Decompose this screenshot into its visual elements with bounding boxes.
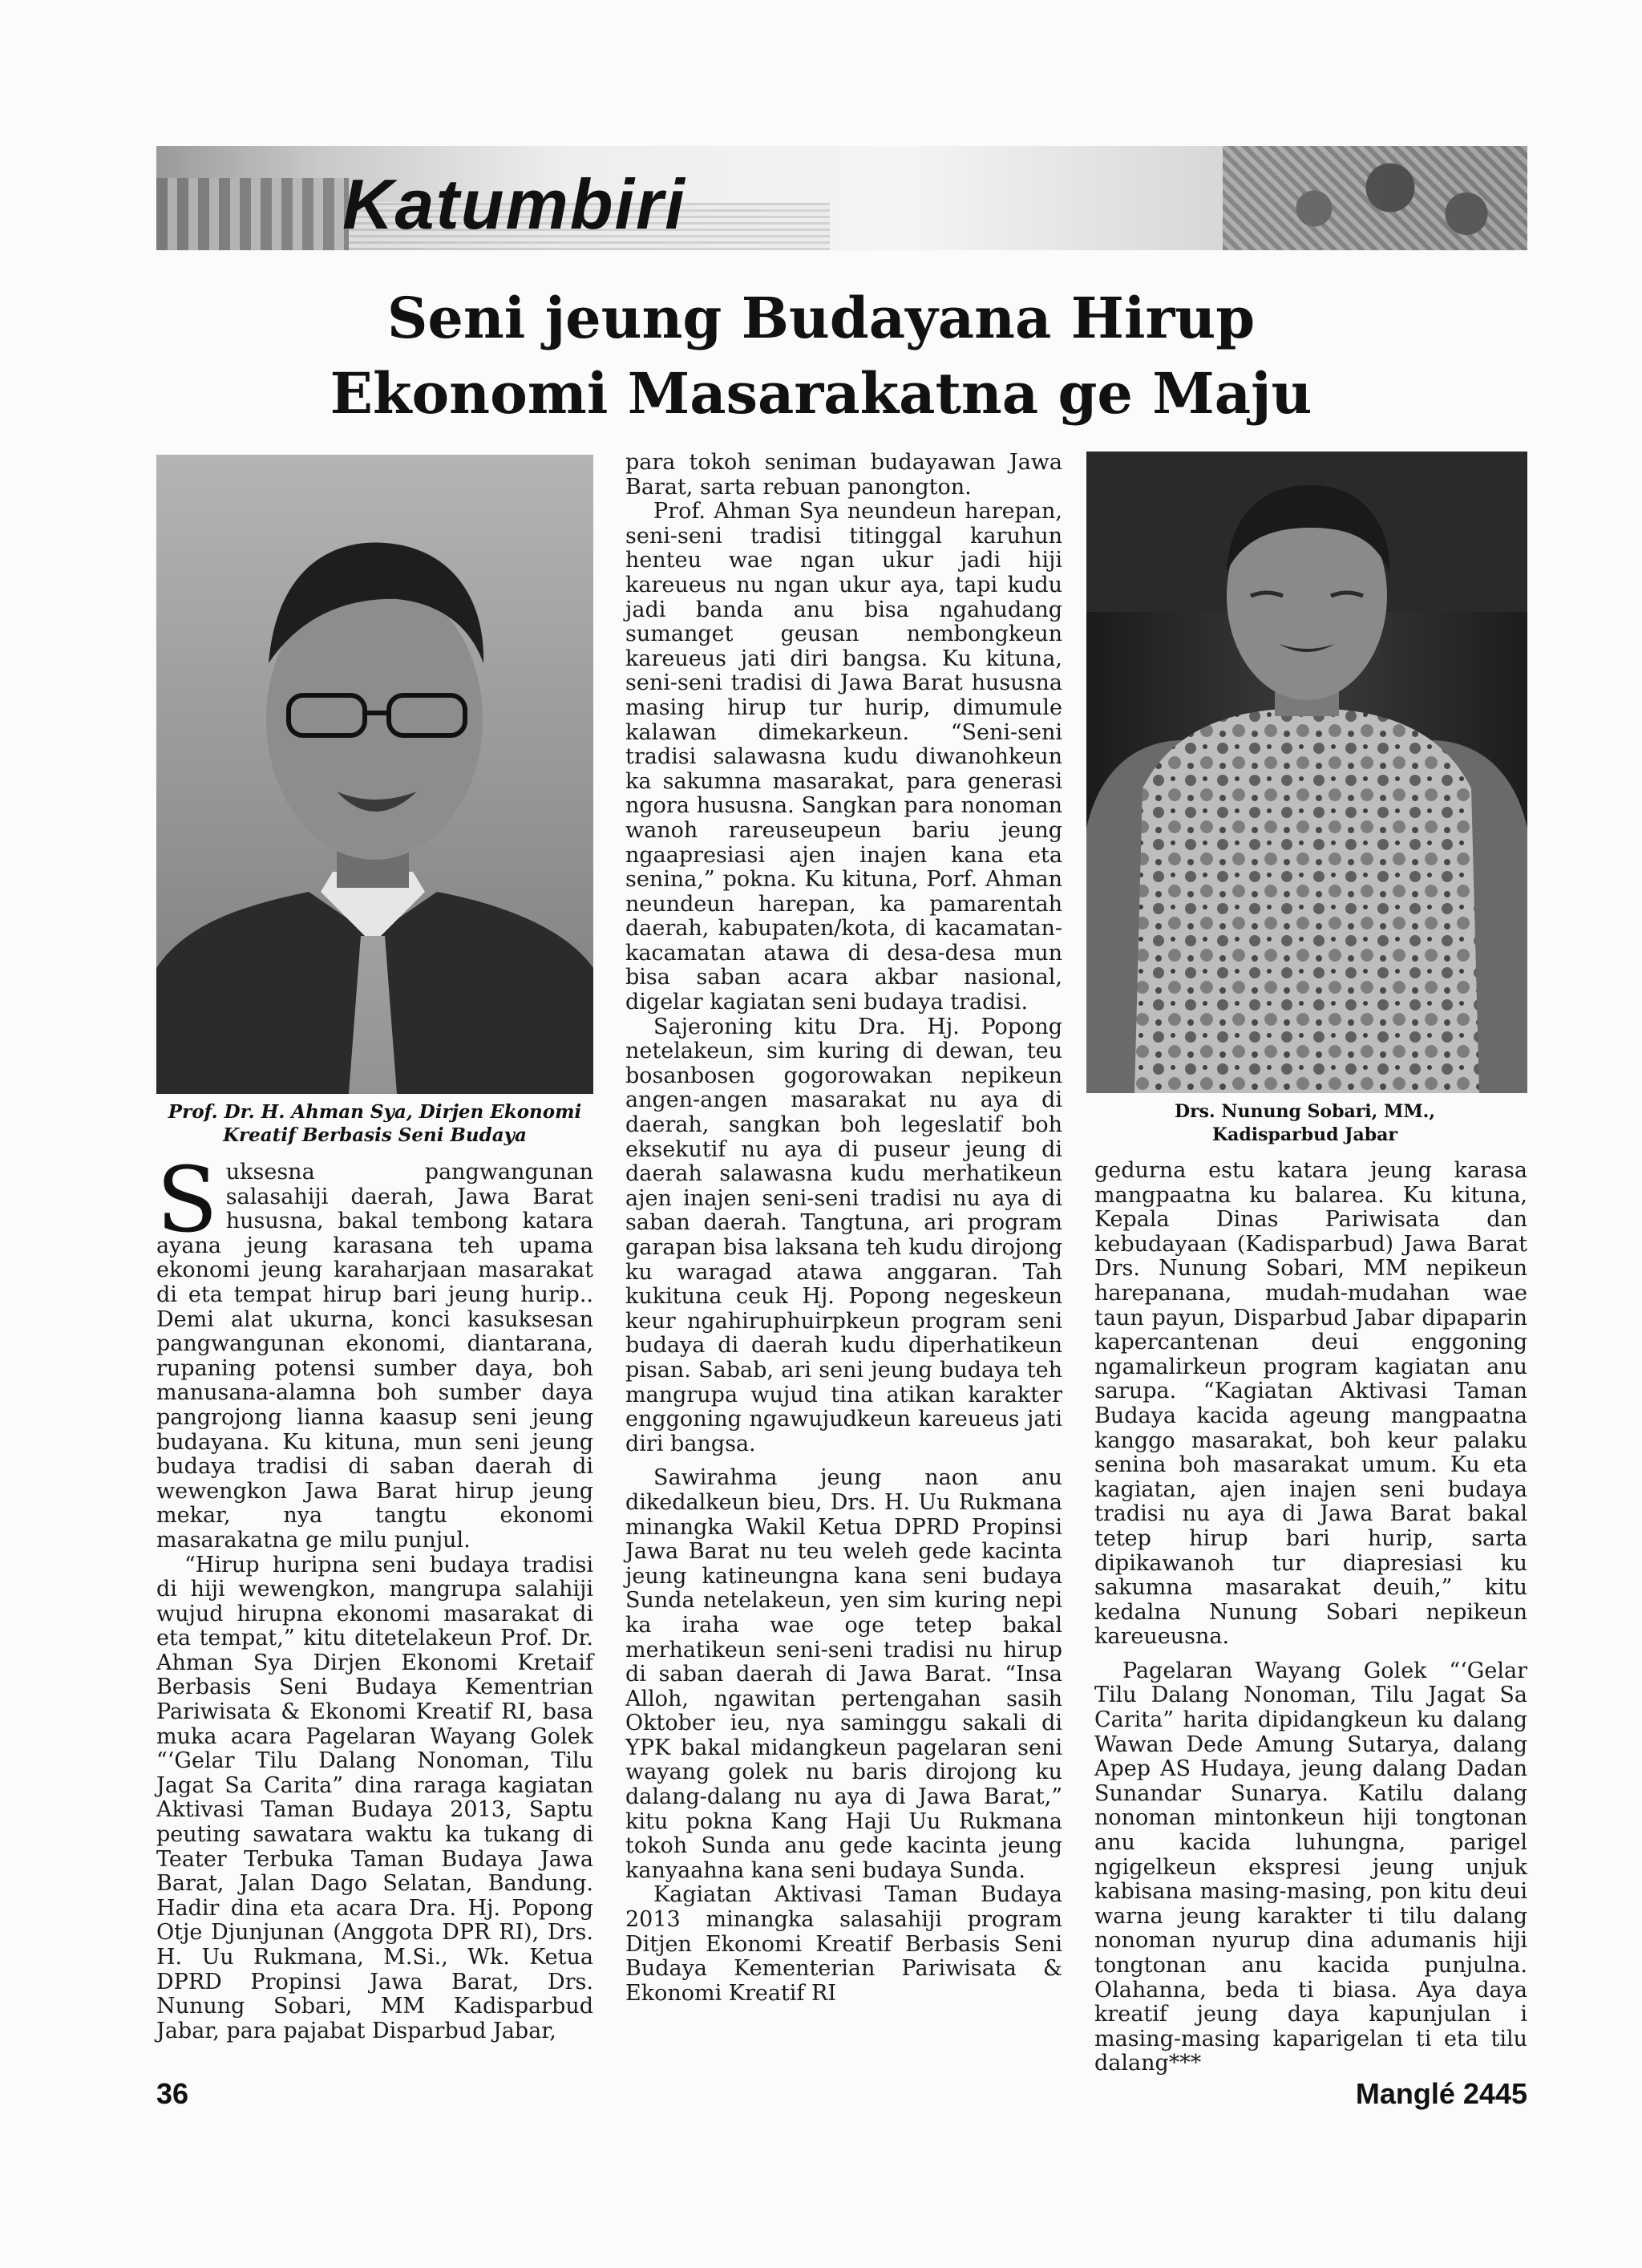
left-caption-line2: Kreatif Berbasis Seni Budaya	[223, 1124, 527, 1146]
paragraph-text: uksesna pangwangunan salasahiji daerah, Jawa Barat hususna, bakal tembong katara ayana jeung karasana teh upama ekonomi jeung karaharjaan masarakat di eta tempat hirup bari jeung hurip.. Demi alat ukurna, konci kasuksesan pangwangunan ekonomi, diantarana, rupaning potensi sumber daya, boh manusana-alamna boh sumber daya pangrojong lianna kaasup seni jeung budayana. Ku kituna, mun seni jeung budaya tradisi di saban daerah di wewengkon Jawa Barat hirup jeung mekar, nya tangtu ekonomi masarakatna ge milu punjul.	[156, 1160, 593, 1553]
banner-pillars-decoration	[156, 178, 349, 250]
paragraph: Sawirahma jeung naon anu dikedalkeun bieu, Drs. H. Uu Rukmana minangka Wakil Ketua DPRD Propinsi Jawa Barat nu teu weleh gede kacinta jeung katineungna kana seni budaya Sunda netelakeun, yen sim kuring nepi ka iraha wae oge tetep bakal merhatikeun seni-seni tradisi nu hirup di saban daerah di Jawa Barat. “Insa Alloh, ngawitan pertengahan sasih Oktober ieu, nya saminggu sakali di YPK bakal midangkeun pagelaran seni wayang golek nu baris dirojong ku dalang-dalang nu aya di Jawa Barat,” kitu pokna Kang Haji Uu Rukmana tokoh Sunda anu gede kacinta jeung kanyaahna kana seni budaya Sunda.	[625, 1465, 1062, 1883]
paragraph: Kagiatan Aktivasi Taman Budaya 2013 minangka salasahiji program Ditjen Ekonomi Kreatif Berbasis Seni Budaya Kementerian Pariwisata & Ekonomi Kreatif RI	[625, 1882, 1062, 2006]
paragraph: “Hirup huripna seni budaya tradisi di hiji wewengkon, mangrupa salahiji wujud hirupna ekonomi masarakat di eta tempat,” kitu ditetelakeun Prof. Dr. Ahman Sya Dirjen Ekonomi Kretaif Berbasis Seni Budaya Kementrian Pariwisata & Ekonomi Kreatif RI, basa muka acara Pagelaran Wayang Golek “‘Gelar Tilu Dalang Nonoman, Tilu Jagat Sa Carita” dina raraga kagiatan Aktivasi Taman Budaya 2013, Saptu peuting sawatara waktu ka tukang di Teater Terbuka Taman Budaya Jawa Barat, Jalan Dago Selatan, Bandung. Hadir dina eta acara Dra. Hj. Popong Otje Djunjunan (Anggota DPR RI), Drs. H. Uu Rukmana, M.Si., Wk. Ketua DPRD Propinsi Jawa Barat, Drs. Nunung Sobari, MM Kadisparbud Jabar, para pajabat Disparbud Jabar,	[156, 1552, 593, 2043]
section-banner	[156, 146, 1527, 250]
paragraph: Pagelaran Wayang Golek “‘Gelar Tilu Dalang Nonoman, Tilu Jagat Sa Carita” harita dipidangkeun ku dalang Wawan Dede Amung Sutarya, dalang Apep AS Hudaya, jeung dalang Dadan Sunandar Sunarya. Katilu dalang nonoman mintonkeun hiji tongtonan anu kacida luhungna, parigel ngigelkeun ekspresi jeung unjuk kabisana masing-masing, pon kitu deui warna jeung karakter ti tilu dalang nonoman nyurup dina adumanis hiji tongtonan anu kacida punjulna. Olahanna, beda ti biasa. Aya daya kreatif jeung daya kapunjulan i masing-masing kaparigelan ti eta tilu dalang***	[1094, 1658, 1527, 2076]
paragraph: para tokoh seniman budayawan Jawa Barat, sarta rebuan panongton.	[625, 450, 1062, 500]
paragraph: Prof. Ahman Sya neundeun harepan, seni-seni tradisi titinggal karuhun henteu wae ngan ukur jadi hiji kareueus nu ngan ukur aya, tapi kudu jadi banda anu bisa ngahudang sumanget geusan nembongkeun kareueus jati diri bangsa. Ku kituna, seni-seni tradisi di Jawa Barat hususna masing hirup tur hurip, dimumule kalawan dimekarkeun. “Seni-seni tradisi salawasna kudu diwanohkeun ka sakumna masarakat, para generasi ngora hususna. Sangkan para nonoman wanoh rareuseupeun bariu jeung ngaapresiasi ajen inajen kana eta senina,” pokna. Ku kituna, Porf. Ahman neundeun harepan, ka pamarentah daerah, kabupaten/kota, di kacamatan-kacamatan atawa di desa-desa mun bisa saban acara akbar nasional, digelar kagiatan seni budaya tradisi.	[625, 499, 1062, 1015]
article-column-1	[156, 1148, 593, 2043]
section-name: Katumbiri	[342, 164, 686, 244]
right-caption-line2: Kadisparbud Jabar	[1211, 1124, 1398, 1145]
paragraph	[156, 1148, 593, 1553]
article-title-line2: Ekonomi Masarakatna ge Maju	[330, 360, 1312, 427]
paragraph: gedurna estu katara jeung karasa mangpaatna ku balarea. Ku kituna, Kepala Dinas Pariwisata dan kebudayaan (Kadisparbud) Jawa Barat Drs. Nunung Sobari, MM nepikeun harepanana, mudah-mudahan wae taun payun, Disparbud Jabar dipaparin kapercantenan deui enggoning ngamalirkeun program kagiatan anu sarupa. “Kagiatan Aktivasi Taman Budaya kacida ageung mangpaatna kanggo masarakat, boh keur palaku senina boh masarakat umum. Ku eta kagiatan, ajen inajen seni budaya tradisi nu aya di Jawa Barat bakal tetep hirup bari hurip, sarta dipikawanoh tur diapresiasi ku sakumna masarakat deuih,” kitu kedalna Nunung Sobari nepikeun kareueusna.	[1094, 1158, 1527, 1650]
photo-ahman-sya	[156, 455, 593, 1094]
paragraph: Sajeroning kitu Dra. Hj. Popong netelakeun, sim kuring di dewan, teu bosanbosen gogorowakan nepikeun angen-angen masarakat nu aya di daerah, sangkan boh legeslatif boh eksekutif nu aya di puseur jeung di daerah salawasna kudu merhatikeun ajen inajen seni-seni tradisi nu aya di saban daerah. Tangtuna, ari program garapan bisa laksana teh kudu dirojong ku waragad atawa anggaran. Tah kukituna ceuk Hj. Popong negeskeun keur ngahiruphuirpkeun program seni budaya di daerah kudu diperhatikeun pisan. Sabab, ari seni jeung budaya teh mangrupa wujud tina atikan karakter enggoning ngawujudkeun kareueus jati diri bangsa.	[625, 1014, 1062, 1456]
article-column-3	[1094, 1159, 1527, 2076]
photo-nunung-sobari	[1086, 452, 1527, 1093]
right-photo-caption	[1086, 1100, 1523, 1147]
article-title-line1: Seni jeung Budayana Hirup	[386, 285, 1256, 351]
banner-figures-decoration	[1223, 146, 1527, 250]
magazine-issue: Manglé 2445	[1355, 2077, 1527, 2110]
left-caption-line1: Prof. Dr. H. Ahman Sya, Dirjen Ekonomi	[168, 1101, 582, 1123]
left-photo-caption	[156, 1100, 593, 1147]
dropcap-letter: S	[156, 1148, 218, 1253]
page-number: 36	[156, 2077, 189, 2110]
article-column-2	[625, 451, 1062, 2006]
right-caption-line1: Drs. Nunung Sobari, MM.,	[1175, 1101, 1435, 1122]
